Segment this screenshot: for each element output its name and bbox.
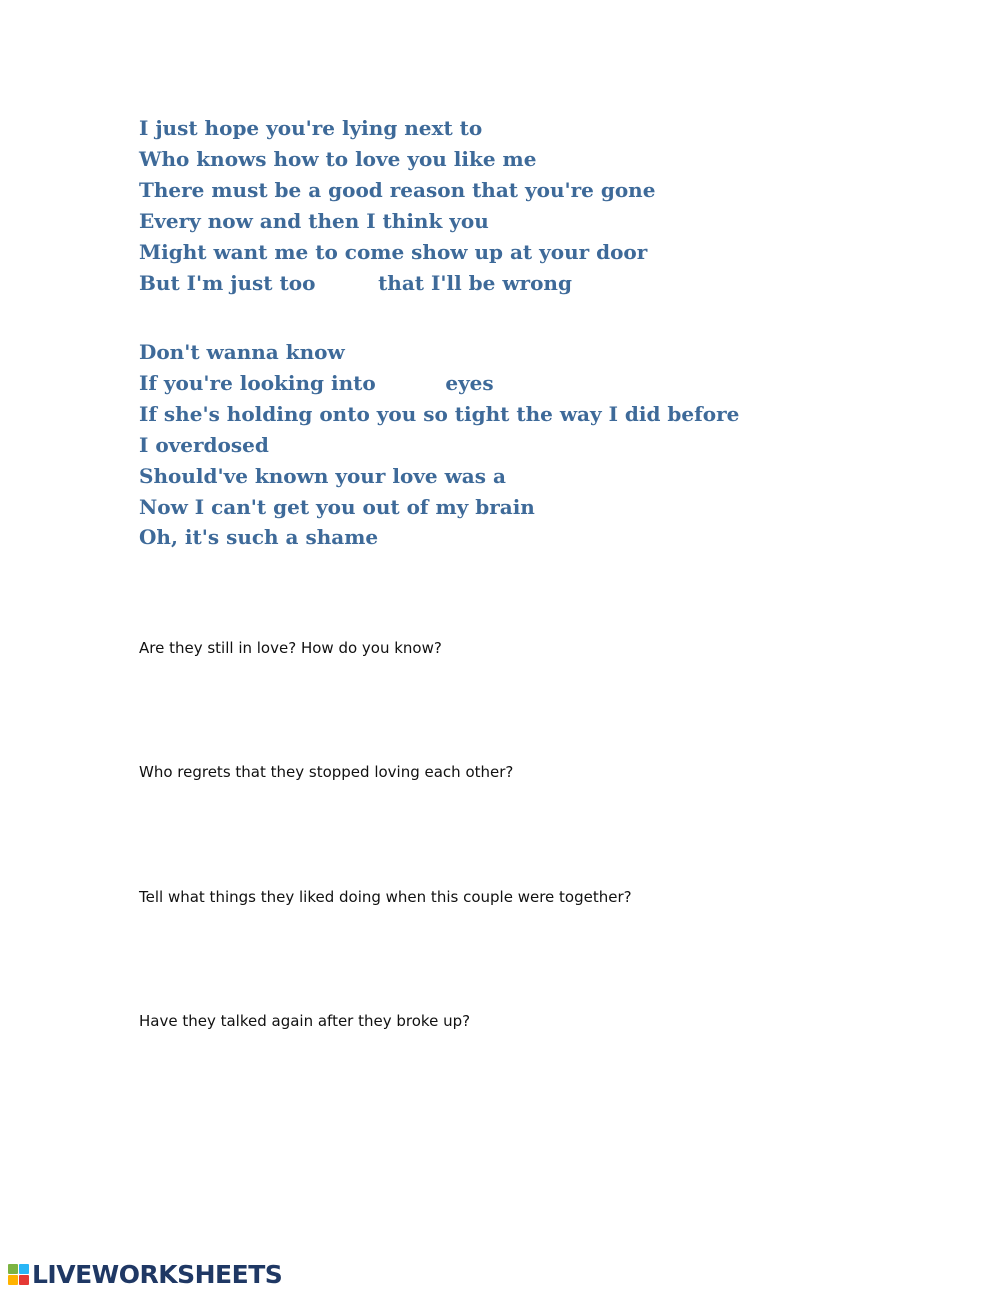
logo-text: LIVEWORKSHEETS (32, 1259, 283, 1289)
lyric-line: I overdosed (139, 433, 269, 457)
question-3: Tell what things they liked doing when this couple were together? (139, 888, 632, 906)
footer-logo (8, 1259, 282, 1289)
lyric-line: But I'm just too that I'll be wrong (139, 271, 572, 295)
lyric-line: There must be a good reason that you're gone (139, 178, 656, 202)
lyric-line: Now I can't get you out of my brain (139, 495, 535, 519)
lyric-line: Oh, it's such a shame (139, 525, 379, 549)
question-2: Who regrets that they stopped loving each other? (139, 763, 514, 781)
lyric-line: I just hope you're lying next to (139, 116, 483, 140)
question-1: Are they still in love? How do you know? (139, 639, 442, 657)
lyric-line: Don't wanna know (139, 340, 345, 364)
lyric-line: If she's holding onto you so tight the way I did before (139, 402, 740, 426)
lyric-line: Might want me to come show up at your door (139, 240, 648, 264)
lyric-line: Should've known your love was a (139, 464, 506, 488)
lyric-line: Who knows how to love you like me (139, 147, 537, 171)
liveworksheets-logo-icon (8, 1264, 29, 1285)
lyric-line: If you're looking into eyes (139, 371, 494, 395)
question-4: Have they talked again after they broke up? (139, 1012, 471, 1030)
lyric-line: Every now and then I think you (139, 209, 489, 233)
